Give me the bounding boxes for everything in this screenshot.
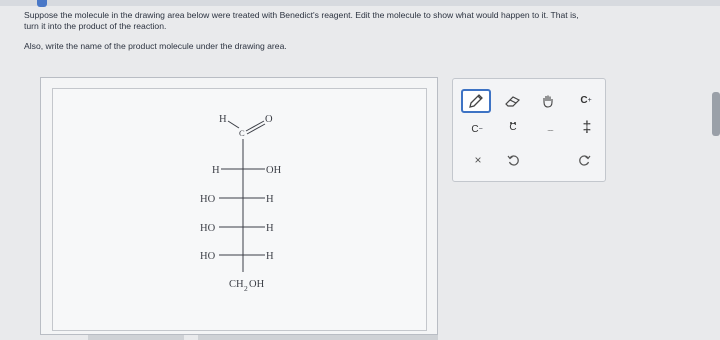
atom-c-aldehyde[interactable]: C [239, 128, 245, 138]
undo-button[interactable] [503, 151, 523, 169]
lone-pair-dots: ...... [547, 125, 553, 133]
lone-pair-button[interactable] [537, 119, 563, 139]
atom-ho-row3[interactable]: HO [200, 223, 216, 234]
fischer-projection[interactable] [53, 89, 426, 330]
atom-h-row4[interactable]: H [266, 251, 274, 262]
hand-tool-button[interactable] [537, 90, 559, 112]
question-line-3: Also, write the name of the product molecule under the drawing area. [24, 41, 287, 51]
atom-h-row2[interactable]: H [266, 194, 274, 205]
atom-oh-row1[interactable]: OH [266, 165, 282, 176]
atom-ho-row4[interactable]: HO [200, 251, 216, 262]
hash-tool-button[interactable] [574, 117, 600, 139]
atom-o-aldehyde[interactable]: O [265, 114, 273, 125]
atom-ch2oh-sub: 2 [244, 284, 248, 293]
delete-button[interactable] [469, 151, 487, 169]
positive-charge-button[interactable] [574, 89, 598, 111]
scrollbar-thumb[interactable] [712, 92, 720, 136]
radical-button[interactable] [502, 117, 524, 139]
atom-ch2oh-ch[interactable]: CH [229, 279, 244, 290]
pencil-icon [467, 92, 485, 110]
question-line-2: turn it into the product of the reaction. [24, 21, 167, 31]
question-text [24, 10, 714, 52]
drawing-area[interactable] [40, 77, 438, 335]
atom-ho-row2[interactable]: HO [200, 194, 216, 205]
pencil-tool-button[interactable] [461, 89, 491, 113]
atom-h-row3[interactable]: H [266, 223, 274, 234]
atom-ch2oh-oh[interactable]: OH [249, 279, 265, 290]
answer-box-edge-2 [198, 335, 438, 340]
bond-h-c[interactable] [228, 121, 239, 128]
charge-plus-symbol: C [580, 94, 588, 106]
hash-symbol: ‡ [582, 119, 592, 136]
answer-box-edge [88, 335, 184, 340]
charge-minus-sup: − [478, 125, 483, 133]
drawing-canvas[interactable] [52, 88, 427, 331]
redo-button[interactable] [575, 151, 595, 169]
undo-icon [506, 153, 520, 167]
redo-icon [578, 153, 592, 167]
atom-h-aldehyde[interactable]: H [219, 114, 227, 125]
tool-palette [452, 78, 606, 182]
charge-minus-symbol: C [471, 123, 479, 135]
hand-icon [540, 93, 556, 109]
question-line-1: Suppose the molecule in the drawing area below were treated with Benedict's reagent. Edit the molecule to show what would happen to it. That is, [24, 10, 579, 20]
radical-symbol: C [509, 122, 517, 133]
eraser-icon [504, 94, 522, 108]
collapse-chevron-icon[interactable] [37, 0, 47, 7]
charge-plus-sup: + [587, 96, 592, 104]
negative-charge-button[interactable] [467, 119, 487, 139]
top-strip [0, 0, 720, 6]
eraser-tool-button[interactable] [502, 91, 524, 111]
atom-h-row1[interactable]: H [212, 165, 220, 176]
delete-icon: × [474, 153, 482, 167]
